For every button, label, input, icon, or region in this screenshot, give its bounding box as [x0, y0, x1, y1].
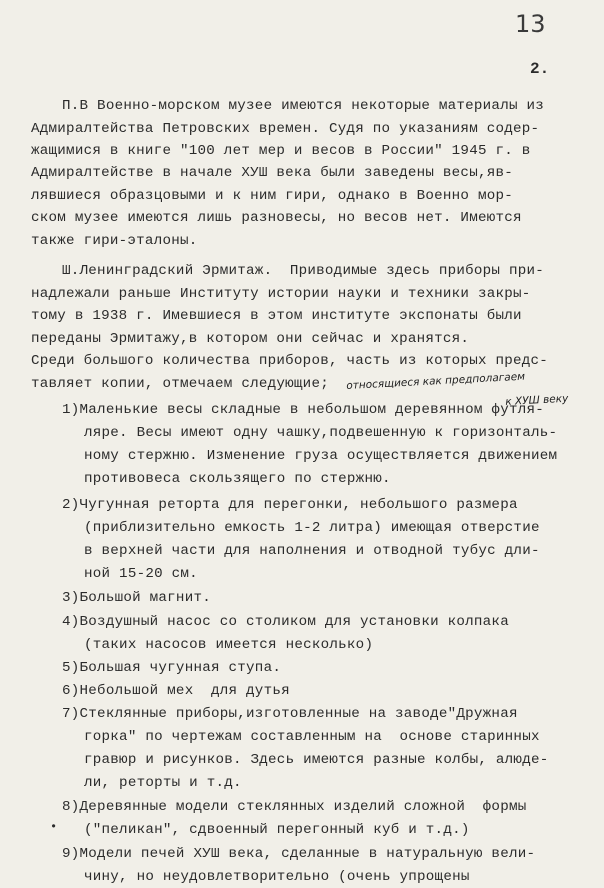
text-line: в верхней части для наполнения и отводной тубус дли- — [84, 543, 540, 559]
text-line: жащимися в книге "100 лет мер и весов в России" 1945 г. в — [31, 143, 531, 159]
margin-mark: • — [50, 820, 58, 834]
text-line: переданы Эрмитажу,в котором они сейчас и хранятся. — [31, 331, 470, 347]
list-item: 6)Небольшой мех для дутья — [62, 683, 290, 699]
text-line: Среди большого количества приборов, часть из которых предс- — [31, 353, 549, 369]
folio-number: 13 — [515, 10, 546, 38]
handwritten-note-line-1: относящиеся как предполагаем — [346, 370, 526, 392]
text-line: Адмиралтействе в начале ХУШ века были заведены весы,яв- — [31, 165, 514, 181]
text-line: ("пеликан", сдвоенный перегонный куб и т.д.) — [84, 822, 470, 838]
list-item: 2)Чугунная реторта для перегонки, небольшого размера — [62, 497, 518, 513]
list-item: 8)Деревянные модели стеклянных изделий сложной формы — [62, 799, 527, 815]
text-line: чину, но неудовлетворительно (очень упрощены — [84, 869, 470, 885]
text-line: надлежали раньше Институту истории науки и техники закры- — [31, 286, 531, 302]
text-line: противовеса скользящего по стержню. — [84, 471, 391, 487]
list-item: 4)Воздушный насос со столиком для установки колпака — [62, 614, 509, 630]
page-number: 2. — [530, 60, 550, 78]
text-line: ной 15-20 см. — [84, 566, 198, 582]
text-line: гравюр и рисунков. Здесь имеются разные колбы, алюде- — [84, 752, 549, 768]
text-line: ли, реторты и т.д. — [84, 775, 242, 791]
section-heading-line: Ш.Ленинградский Эрмитаж. Приводимые здесь приборы при- — [62, 263, 545, 279]
text-line: (приблизительно емкость 1-2 литра) имеющая отверстие — [84, 520, 540, 536]
text-line: Адмиралтейства Петровских времен. Судя по указаниям содер- — [31, 121, 540, 137]
text-line: ляре. Весы имеют одну чашку,подвешенную к горизонталь- — [84, 425, 558, 441]
list-item: 9)Модели печей ХУШ века, сделанные в натуральную вели- — [62, 846, 536, 862]
list-item: 3)Большой магнит. — [62, 590, 211, 606]
list-item: 7)Стеклянные приборы,изготовленные на заводе"Дружная — [62, 706, 518, 722]
text-line: тому в 1938 г. Имевшиеся в этом институте экспонаты были — [31, 308, 522, 324]
list-item: 1)Маленькие весы складные в небольшом деревянном футля- — [62, 402, 545, 418]
text-line: лявшиеся образцовыми и к ним гири, однако в Военно мор- — [31, 188, 514, 204]
text-line: тавляет копии, отмечаем следующие; — [31, 376, 329, 392]
text-line: ском музее имеются лишь разновесы, но весов нет. Имеются — [31, 210, 522, 226]
list-item: 5)Большая чугунная ступа. — [62, 660, 282, 676]
text-line: П.В Военно-морском музее имеются некоторые материалы из — [62, 98, 545, 114]
text-line: также гири-эталоны. — [31, 233, 198, 249]
handwritten-note-line-2: к ХУШ веку — [505, 392, 569, 408]
text-line: ному стержню. Изменение груза осуществляется движением — [84, 448, 558, 464]
text-line: (таких насосов имеется несколько) — [84, 637, 374, 653]
text-line: горка" по чертежам составленным на основе старинных — [84, 729, 540, 745]
